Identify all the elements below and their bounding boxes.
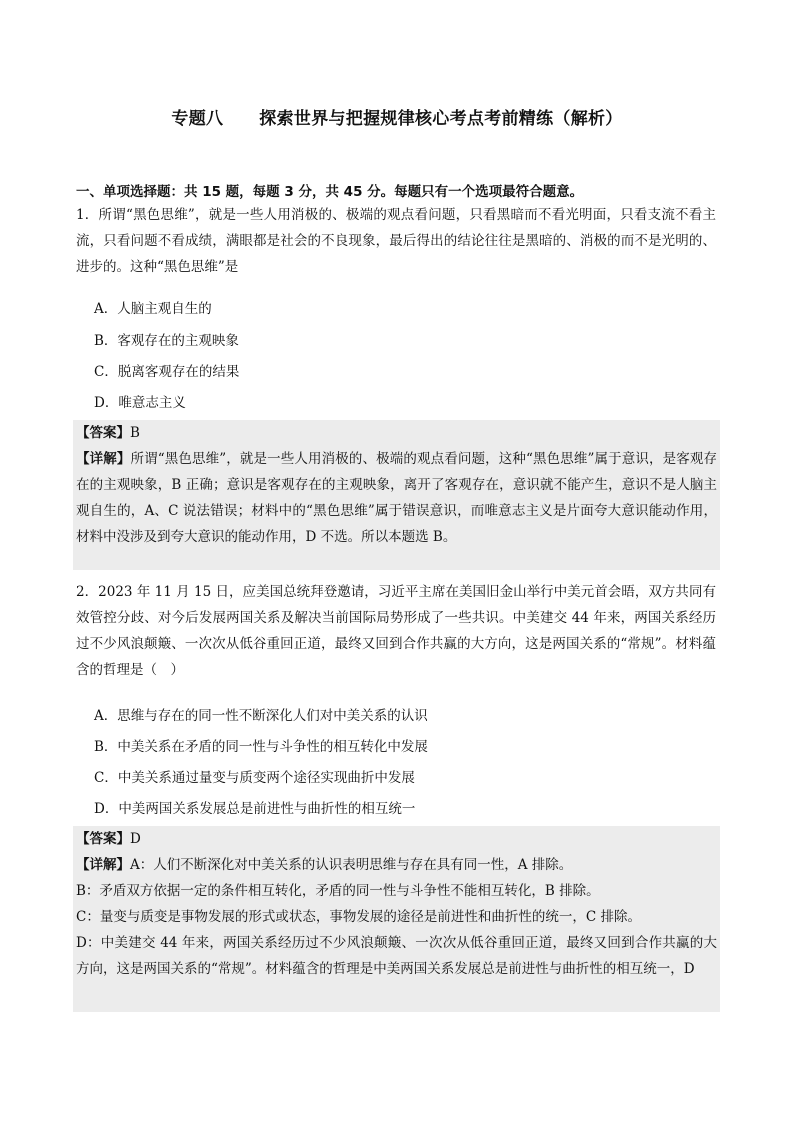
question-2-detail-c: C：量变与质变是事物发展的形式或状态，事物发展的途径是前进性和曲折性的统一，C 排除。	[76, 909, 641, 925]
document-title	[0, 104, 794, 129]
question-2-answer	[73, 826, 720, 852]
title-topic-name: 探索世界与把握规律核心考点考前精练（解析）	[259, 109, 623, 129]
question-2-option-c: C．中美关系通过量变与质变两个途径实现曲折中发展	[94, 770, 415, 786]
question-2-option-a: A．思维与存在的同一性不断深化人们对中美关系的认识	[94, 708, 428, 724]
answer-value: B	[130, 425, 140, 441]
detail-text: 所谓“黑色思维”，就是一些人用消极的、极端的观点看问题，这种“黑色思维”属于意识，是客观存在的主观映象，B 正确；意识是客观存在的主观映象，离开了客观存在，意识就不能产生，意识不是人脑主观自生的，A、C 说法错误；材料中的“黑色思维”属于错误意识，而唯意志主义是片面夸大意识能动作用，材料中没涉及到夸大意识的能动作用，D 不选。所以本题选 B。	[76, 451, 718, 545]
question-1-option-c: C．脱离客观存在的结果	[94, 364, 240, 380]
question-1-option-a: A．人脑主观自生的	[94, 301, 212, 317]
question-2-option-b: B．中美关系在矛盾的同一性与斗争性的相互转化中发展	[94, 739, 428, 755]
detail-tag: 【详解】	[76, 451, 131, 467]
question-1-detail	[73, 446, 720, 550]
section-heading: 一、单项选择题：共 15 题，每题 3 分，共 45 分。每题只有一个选项最符合题意。	[76, 184, 584, 200]
question-2-stem: 2．2023 年 11 月 15 日，应美国总统拜登邀请，习近平主席在美国旧金山举行中美元首会晤，双方共同有效管控分歧、对今后发展两国关系及解决当前国际局势形成了一些共识。中美建交 44 年来，两国关系经历过不少风浪颠簸、一次次从低谷重回正道，最终又回到合作共赢的大方向，这是两国关系的“常规”。材料蕴含的哲理是（ ）	[76, 584, 716, 678]
detail-text: A：人们不断深化对中美关系的认识表明思维与存在具有同一性，A 排除。	[130, 857, 573, 873]
question-1-stem: 1．所谓“黑色思维”，就是一些人用消极的、极端的观点看问题，只看黑暗而不看光明面，只看支流不看主流，只看问题不看成绩，满眼都是社会的不良现象，最后得出的结论往往是黑暗的、消极的而不是光明的、进步的。这种“黑色思维”是	[76, 207, 716, 275]
detail-tag: 【详解】	[76, 857, 130, 873]
answer-tag: 【答案】	[76, 425, 130, 441]
question-1-option-d: D．唯意志主义	[94, 395, 186, 411]
question-1-solution-box	[73, 420, 720, 570]
question-1-answer	[73, 420, 720, 446]
title-topic-number: 专题八	[171, 109, 224, 129]
question-2-detail-b: B：矛盾双方依据一定的条件相互转化，矛盾的同一性与斗争性不能相互转化，B 排除。	[76, 883, 600, 899]
question-1-option-b: B．客观存在的主观映象	[94, 333, 239, 349]
question-2-detail-d: D：中美建交 44 年来，两国关系经历过不少风浪颠簸、一次次从低谷重回正道，最终又回到合作共赢的大方向，这是两国关系的“常规”。材料蕴含的哲理是中美两国关系发展总是前进性与曲折性的相互统一，D	[76, 935, 717, 977]
question-2-solution-box	[73, 826, 720, 1012]
answer-value: D	[130, 831, 141, 847]
answer-tag: 【答案】	[76, 831, 130, 847]
question-2-option-d: D．中美两国关系发展总是前进性与曲折性的相互统一	[94, 801, 416, 817]
question-2-detail-a	[73, 852, 720, 878]
